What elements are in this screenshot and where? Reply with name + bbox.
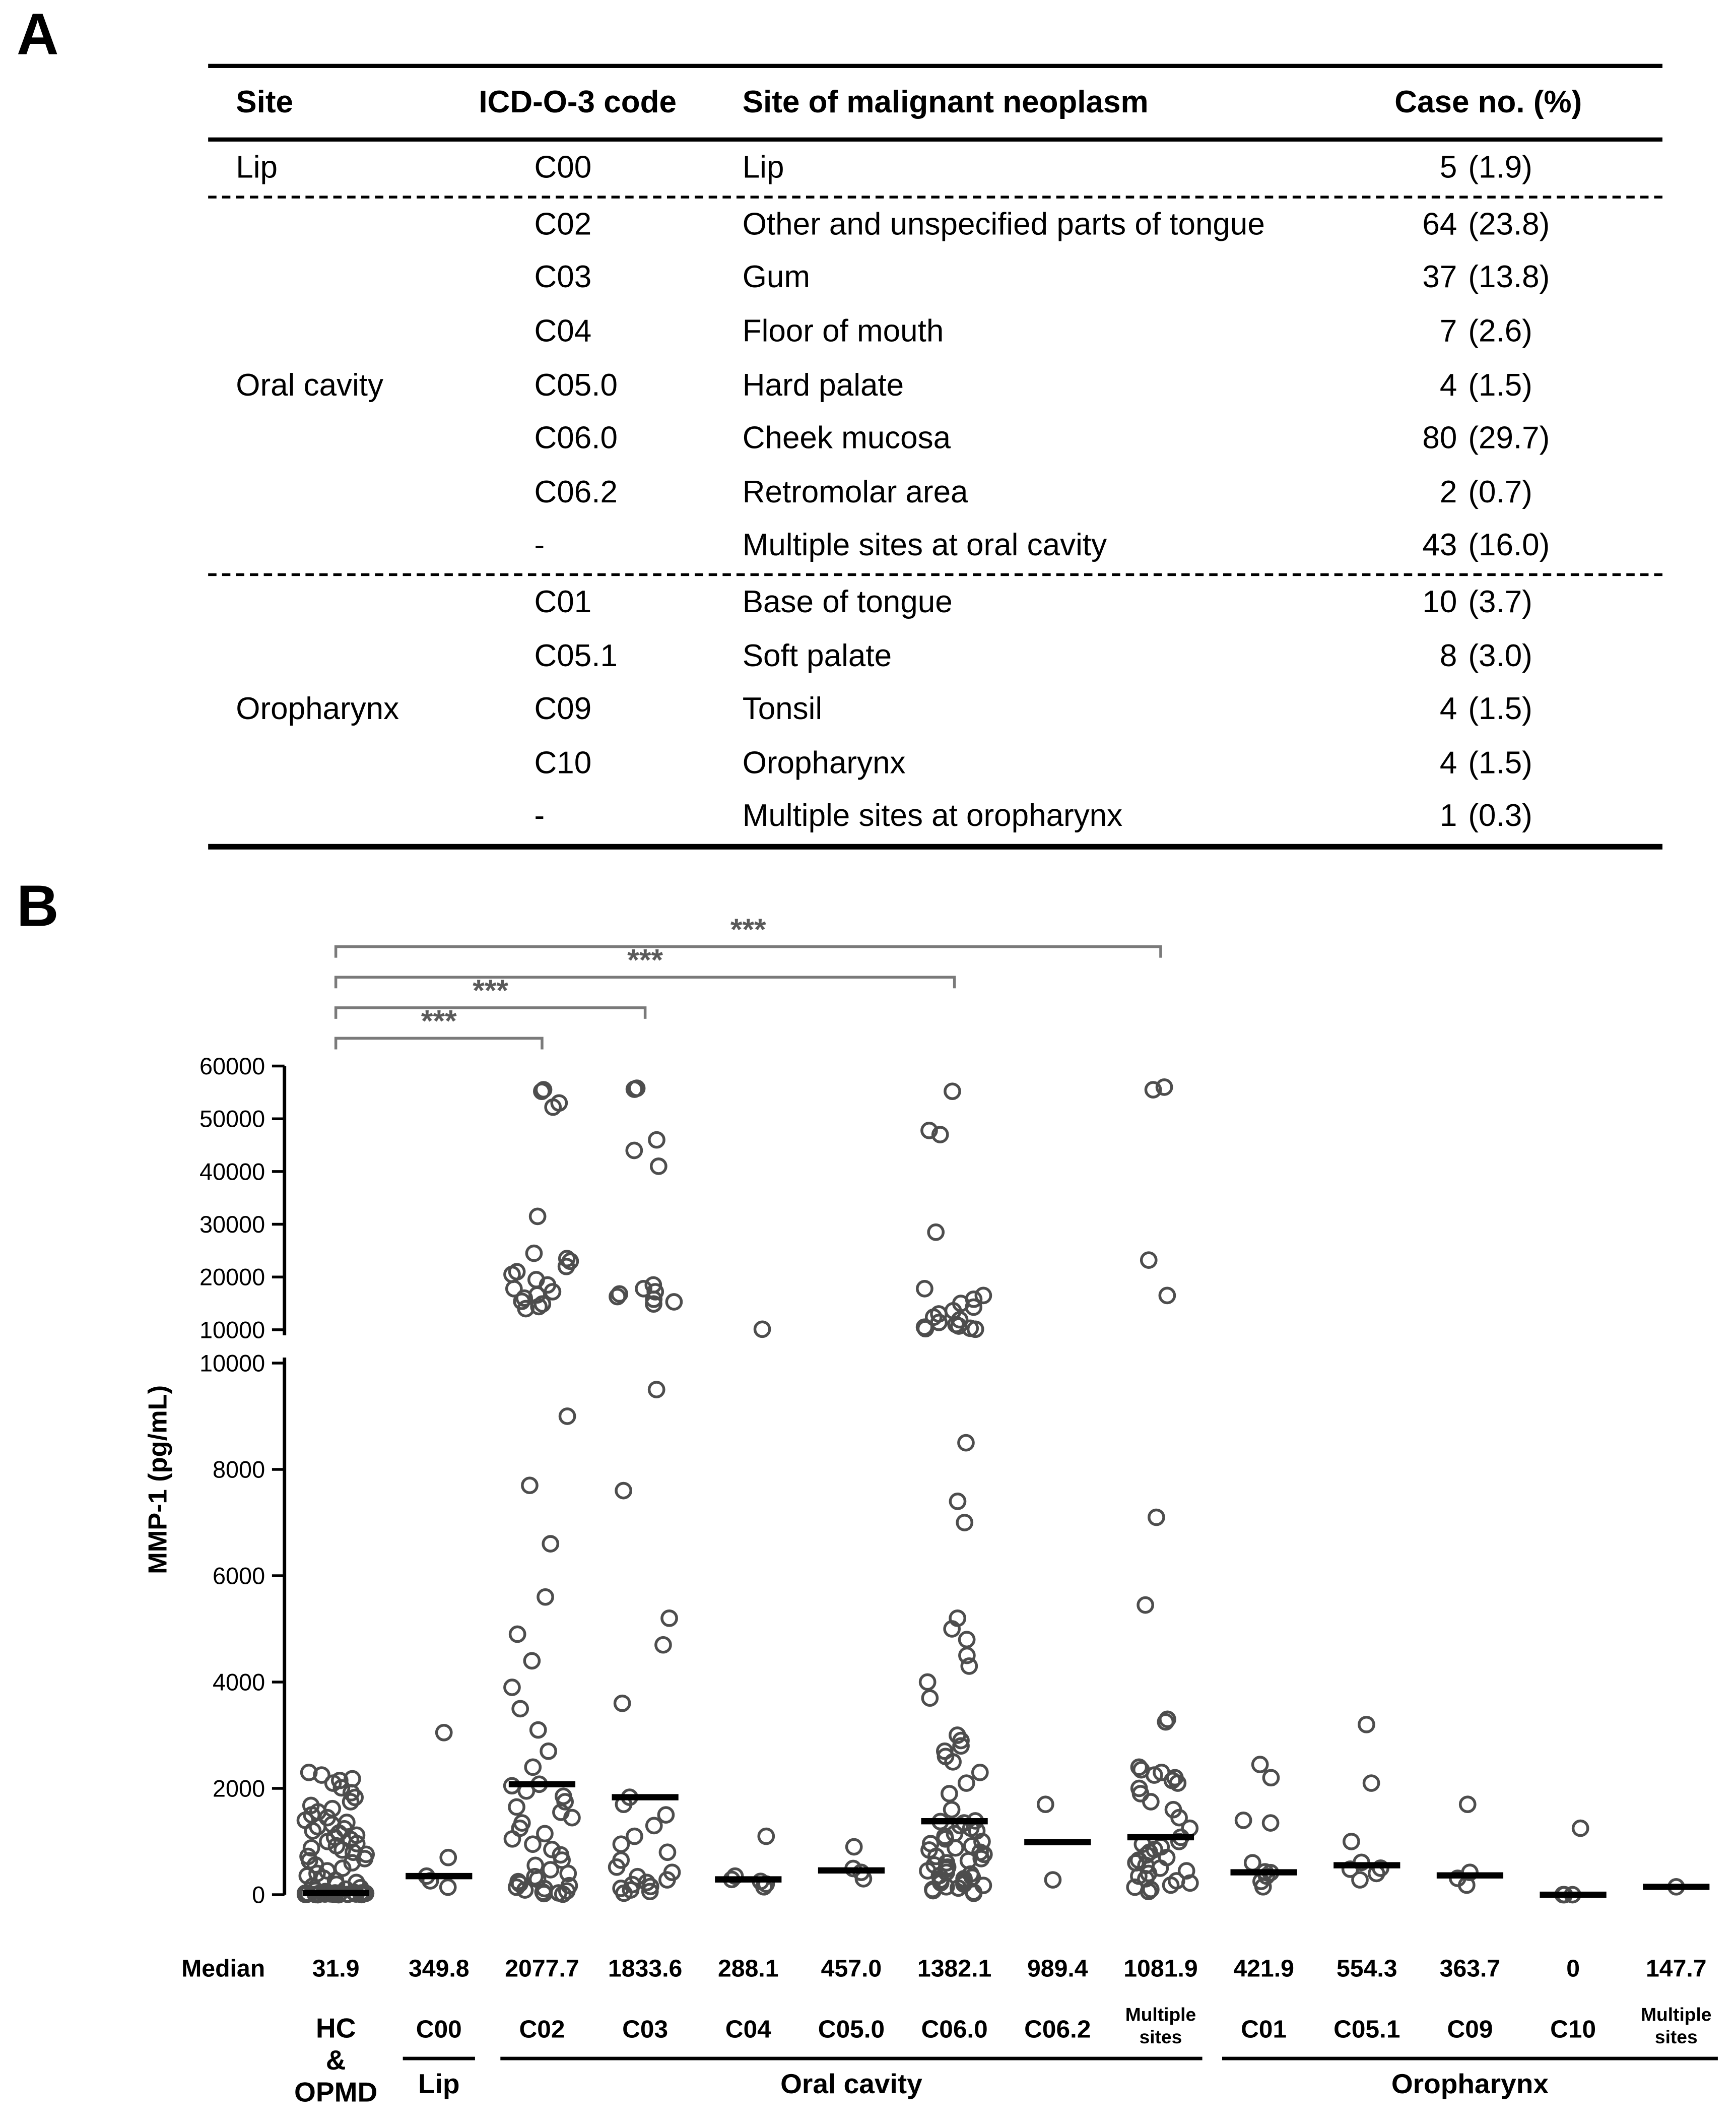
icd-code-cell: C06.2 [534,474,618,509]
data-point [945,1802,959,1817]
data-point [1573,1821,1588,1835]
table-section [208,573,1662,844]
neoplasm-site-cell: Multiple sites at oropharynx [742,799,1123,833]
data-point [755,1322,770,1336]
case-count-cell [1378,314,1662,350]
data-point [525,1837,540,1851]
data-point [614,1837,628,1851]
icd-code-cell: - [534,528,545,563]
data-point [1263,1816,1278,1830]
case-count-cell [1378,260,1662,296]
y-tick-label: 10000 [199,1317,265,1343]
case-distribution-table [208,64,1662,849]
group-code-label: C10 [1550,2015,1596,2043]
case-count: 64 [1422,207,1457,241]
significance-stars: *** [730,912,766,946]
icd-code-cell: C02 [534,207,592,241]
median-value: 31.9 [312,1955,360,1982]
case-count: 37 [1422,260,1457,295]
case-percent: (16.0) [1468,528,1550,563]
significance-bracket [336,947,1161,958]
data-point [615,1696,630,1711]
case-count-cell [1378,475,1662,511]
neoplasm-site-cell: Tonsil [742,691,823,727]
group-code-label: sites [1654,2026,1698,2047]
case-percent: (23.8) [1468,207,1550,241]
median-row-label: Median [181,1955,265,1982]
case-percent: (2.6) [1468,313,1532,349]
case-count: 80 [1422,421,1457,456]
data-point [957,1515,972,1530]
y-tick-label: 10000 [199,1350,265,1377]
data-point [959,1776,974,1790]
data-point [505,1832,519,1846]
neoplasm-site-cell: Cheek mucosa [742,421,951,456]
icd-code-cell: C03 [534,260,592,295]
significance-stars: *** [421,1003,457,1038]
median-value: 2077.7 [505,1955,579,1982]
significance-stars: *** [473,973,508,1008]
case-count: 5 [1439,150,1457,185]
data-point [1253,1757,1267,1772]
group-code-label: Multiple [1641,2004,1712,2025]
data-point [917,1281,932,1296]
data-point [662,1611,677,1626]
icd-code-cell: C05.1 [534,638,618,673]
table-header-row [208,68,1662,142]
data-point [1353,1873,1367,1887]
case-count-cell [1378,367,1662,404]
significance-stars: *** [627,942,663,977]
case-count: 7 [1439,313,1457,349]
case-percent: (1.5) [1468,745,1532,780]
table-section [208,195,1662,573]
table-section [208,142,1662,195]
data-point [656,1638,671,1652]
icd-code-cell: C01 [534,584,592,619]
site-group-cell: Oropharynx [236,691,399,727]
group-code-label: C06.0 [921,2015,988,2043]
panel-a-label: A [17,1,59,67]
case-count: 2 [1439,474,1457,509]
case-count-cell [1378,421,1662,457]
y-axis-title: MMP-1 (pg/mL) [143,1385,173,1574]
case-count-cell [1378,150,1662,186]
data-point [627,1143,641,1157]
data-point [1364,1776,1378,1790]
case-percent: (0.3) [1468,799,1532,833]
y-tick-label: 40000 [199,1158,265,1185]
neoplasm-site-cell: Other and unspecified parts of tongue [742,207,1265,241]
case-percent: (3.0) [1468,638,1532,673]
data-point [928,1225,943,1240]
significance-bracket [336,1008,645,1019]
median-value: 288.1 [717,1955,779,1982]
significance-bracket [336,1038,542,1049]
case-percent: (1.5) [1468,691,1532,727]
y-tick-label: 8000 [212,1456,265,1483]
data-point [530,1209,545,1223]
y-tick-label: 4000 [212,1669,265,1696]
group-code-label: C05.1 [1333,2015,1400,2043]
group-code-label: HC [315,2012,356,2044]
data-point [541,1744,556,1759]
median-value: 0 [1566,1955,1580,1982]
icd-code-cell: C09 [534,691,592,727]
data-point [1045,1873,1060,1887]
y-tick-label: 0 [252,1882,265,1908]
group-code-label: sites [1139,2026,1182,2047]
data-point [1460,1797,1475,1812]
data-point [1160,1288,1174,1303]
data-point [1142,1253,1156,1267]
data-point [441,1880,455,1895]
case-count-cell [1378,638,1662,674]
icd-code-cell: C00 [534,150,592,185]
data-point [543,1862,558,1877]
case-count: 10 [1422,584,1457,619]
data-point [1359,1717,1374,1732]
case-percent: (29.7) [1468,421,1550,456]
y-tick-label: 60000 [199,1053,265,1080]
group-code-label: & [325,2044,346,2076]
data-point [1149,1510,1164,1524]
table-row [479,790,1662,844]
case-percent: (1.9) [1468,150,1532,185]
data-point [651,1159,666,1174]
icd-code-cell: C10 [534,745,592,780]
neoplasm-site-cell: Hard palate [742,367,904,402]
group-code-label: C01 [1241,2015,1287,2043]
case-count: 4 [1439,691,1457,727]
data-point [509,1799,524,1814]
data-point [666,1295,681,1309]
data-point [649,1132,664,1147]
median-value: 1833.6 [608,1955,683,1982]
data-point [959,1436,973,1450]
data-point [525,1760,540,1774]
table-row [479,629,1662,683]
case-count: 4 [1439,367,1457,402]
data-point [526,1246,541,1261]
mmp1-scatter-chart [0,905,1736,2126]
site-group-cell: Oral cavity [236,367,384,402]
neoplasm-site-cell: Multiple sites at oral cavity [742,528,1107,563]
group-code-label: OPMD [294,2076,378,2108]
table-row [479,142,1662,195]
neoplasm-site-cell: Retromolar area [742,474,968,509]
case-count-cell [1378,799,1662,835]
y-tick-label: 2000 [212,1775,265,1802]
group-code-label: C03 [622,2015,669,2043]
case-count-cell [1378,585,1662,621]
data-point [538,1590,553,1604]
section-rows [479,198,1662,573]
data-point [1344,1834,1359,1849]
case-count: 1 [1439,799,1457,833]
median-value: 147.7 [1645,1955,1707,1982]
icd-code-cell: - [534,799,545,833]
data-point [1138,1598,1153,1613]
median-value: 457.0 [821,1955,882,1982]
group-code-label: C09 [1447,2015,1493,2043]
case-percent: (13.8) [1468,260,1550,295]
median-value: 1382.1 [917,1955,992,1982]
data-point [847,1839,861,1854]
neoplasm-site-cell: Soft palate [742,638,892,673]
column-header: Site of malignant neoplasm [742,85,1149,119]
neoplasm-site-cell: Lip [742,150,784,185]
case-count-cell [1378,528,1662,564]
data-point [441,1850,455,1865]
icd-code-cell: C05.0 [534,367,618,402]
group-code-label: C00 [416,2015,462,2043]
median-value: 989.4 [1027,1955,1088,1982]
data-point [660,1845,675,1859]
table-row [479,251,1662,305]
data-point [960,1632,974,1647]
data-point [510,1627,525,1641]
table-row [479,466,1662,519]
site-group-label: Lip [418,2068,460,2099]
data-point [1182,1821,1197,1835]
group-code-label: C05.0 [818,2015,885,2043]
table-row [479,575,1662,629]
data-point [962,1659,976,1673]
data-point [950,1494,965,1509]
data-point [973,1765,987,1780]
column-header: Site [236,85,293,119]
case-count: 8 [1439,638,1457,673]
data-point [649,1382,664,1397]
case-count: 43 [1422,528,1457,563]
table-row [479,412,1662,466]
data-point [1038,1797,1053,1812]
data-point [948,1841,963,1855]
data-point [920,1674,935,1689]
y-tick-label: 6000 [212,1563,265,1589]
case-count-cell [1378,207,1662,243]
column-header: ICD-O-3 code [479,85,677,119]
case-percent: (1.5) [1468,367,1532,402]
y-tick-label: 50000 [199,1106,265,1132]
data-point [513,1701,527,1716]
site-group-label: Oral cavity [780,2068,922,2099]
table-row [479,359,1662,412]
data-point [647,1818,661,1833]
group-code-label: C02 [519,2015,565,2043]
median-value: 1081.9 [1123,1955,1198,1982]
y-tick-label: 20000 [199,1264,265,1291]
group-code-label: Multiple [1125,2004,1196,2025]
data-point [658,1808,673,1822]
neoplasm-site-cell: Gum [742,260,811,295]
data-point [524,1653,539,1668]
site-group-cell: Lip [236,150,278,185]
data-point [505,1680,519,1695]
data-point [543,1536,558,1551]
group-code-label: C04 [725,2015,771,2043]
median-value: 421.9 [1233,1955,1294,1982]
table-row [479,198,1662,251]
data-point [759,1829,773,1843]
table-row [479,520,1662,573]
median-value: 363.7 [1439,1955,1501,1982]
neoplasm-site-cell: Oropharynx [742,745,906,780]
neoplasm-site-cell: Base of tongue [742,584,953,619]
table-row [479,683,1662,736]
case-percent: (3.7) [1468,584,1532,619]
data-point [1236,1813,1251,1828]
data-point [538,1826,552,1841]
column-header: Case no. (%) [1394,85,1582,119]
case-percent: (0.7) [1468,474,1532,509]
data-point [505,1267,519,1281]
neoplasm-site-cell: Floor of mouth [742,313,944,349]
site-group-label: Oropharynx [1391,2068,1549,2099]
data-point [942,1786,957,1801]
y-tick-label: 30000 [199,1211,265,1238]
icd-code-cell: C04 [534,313,592,349]
data-point [1263,1770,1278,1785]
case-count-cell [1378,691,1662,728]
median-value: 554.3 [1336,1955,1397,1982]
panel-b-label: B [17,873,59,939]
table-row [479,736,1662,790]
data-point [945,1084,960,1099]
data-point [522,1478,537,1493]
icd-code-cell: C06.0 [534,421,618,456]
group-code-label: C06.2 [1024,2015,1091,2043]
data-point [1144,1794,1158,1809]
section-rows [479,142,1662,195]
case-count-cell [1378,745,1662,782]
data-point [616,1484,631,1498]
case-count: 4 [1439,745,1457,780]
data-point [437,1725,451,1740]
data-point [531,1722,546,1737]
median-value: 349.8 [408,1955,470,1982]
data-point [922,1691,937,1705]
significance-bracket [336,977,955,988]
table-row [479,305,1662,358]
data-point [560,1409,574,1424]
section-rows [479,575,1662,844]
